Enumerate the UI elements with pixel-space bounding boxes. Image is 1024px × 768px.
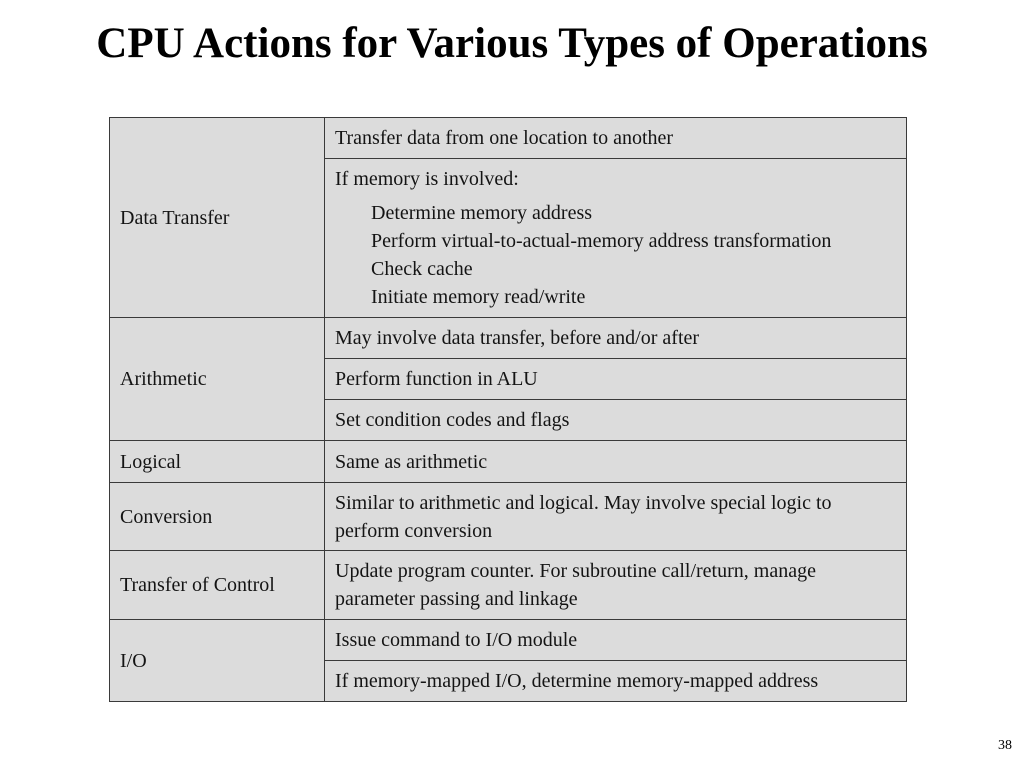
memory-steps-list	[335, 199, 896, 311]
category-transfer-of-control: Transfer of Control	[110, 551, 325, 620]
action-cell: Set condition codes and flags	[325, 400, 907, 441]
action-cell: Issue command to I/O module	[325, 620, 907, 661]
list-item: Perform virtual-to-actual-memory address transformation	[371, 230, 832, 252]
list-item: Initiate memory read/write	[371, 286, 586, 308]
action-cell: May involve data transfer, before and/or after	[325, 318, 907, 359]
action-cell: If memory-mapped I/O, determine memory-mapped address	[325, 661, 907, 702]
category-arithmetic: Arithmetic	[110, 318, 325, 441]
table-row	[110, 318, 907, 359]
action-cell: Similar to arithmetic and logical. May involve special logic to perform conversion	[325, 483, 907, 551]
category-io: I/O	[110, 620, 325, 702]
list-item: Determine memory address	[371, 202, 593, 224]
action-cell: Perform function in ALU	[325, 359, 907, 400]
operations-table	[109, 117, 907, 702]
memory-involved-header: If memory is involved:	[335, 168, 519, 190]
category-conversion: Conversion	[110, 483, 325, 551]
table-row	[110, 551, 907, 620]
action-cell: Same as arithmetic	[325, 441, 907, 483]
list-item: Check cache	[371, 258, 473, 280]
table-row	[110, 441, 907, 483]
slide-title: CPU Actions for Various Types of Operations	[96, 20, 928, 67]
table-row	[110, 118, 907, 159]
table-row	[110, 483, 907, 551]
page-number: 38	[998, 738, 1012, 753]
action-cell: Update program counter. For subroutine call/return, manage parameter passing and linkage	[325, 551, 907, 620]
category-data-transfer: Data Transfer	[110, 118, 325, 318]
category-logical: Logical	[110, 441, 325, 483]
table-row	[110, 620, 907, 661]
action-cell: Transfer data from one location to another	[325, 118, 907, 159]
action-cell	[325, 159, 907, 318]
